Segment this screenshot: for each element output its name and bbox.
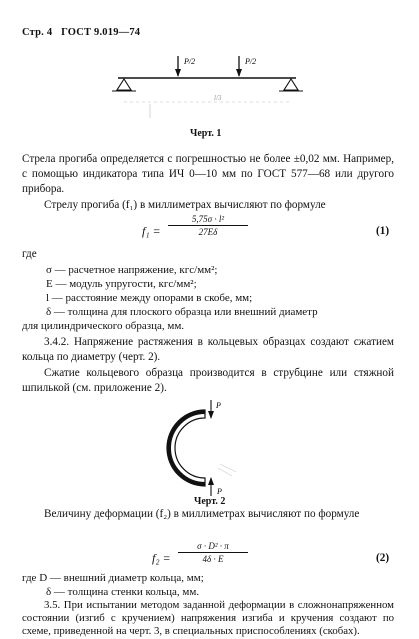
paragraph-3-5: 3.5. При испытании методом заданной деформации в сложнонапряженном состоянии (изгиб с кручением) напряжения изгиба и кручения создают по схеме, приведенной на черт. 3, в специальных приспособлениях (скобах). bbox=[22, 599, 394, 637]
load-arrow-left-icon bbox=[175, 69, 181, 77]
load-arrow-right-icon bbox=[236, 69, 242, 77]
formula-2-fraction bbox=[178, 541, 248, 564]
definition-delta: δ — толщина для плоского образца или внешний диаметр bbox=[46, 306, 318, 318]
support-right-icon bbox=[284, 79, 298, 90]
load-label-right: P/2 bbox=[245, 57, 257, 66]
load-label-left: P/2 bbox=[184, 57, 196, 66]
paragraph-3-4-2: 3.4.2. Напряжение растяжения в кольцевых образцах создают сжатием кольца по диаметру (черт. 2). bbox=[22, 336, 394, 363]
definition-delta-2: δ — толщина стенки кольца, мм. bbox=[46, 586, 200, 598]
paragraph-formula-1-intro: Стрелу прогиба (f₁) в миллиметрах вычисляют по формуле bbox=[44, 199, 326, 211]
formula-2-number: (2) bbox=[376, 552, 390, 564]
definition-delta-cont: для цилиндрического образца, мм. bbox=[22, 320, 185, 332]
paragraph-formula-2-intro: Величину деформации (f₂) в миллиметрах вычисляют по формуле bbox=[44, 508, 360, 520]
formula-1-denominator: 27Eδ bbox=[198, 227, 218, 237]
ring-load-label-top: P bbox=[216, 401, 221, 410]
paragraph-accuracy: Стрела прогиба определяется с погрешностью не более ±0,02 мм. Например, с помощью индикатора типа ИЧ 0—10 мм по ГОСТ 577—68 или другого прибора. bbox=[22, 153, 394, 195]
formula-1-fraction bbox=[168, 214, 248, 237]
ring-load-bottom-icon bbox=[208, 477, 214, 485]
formula-1-numerator: 5,75σ · l² bbox=[168, 214, 248, 226]
formula-2-numerator: σ · D² · π bbox=[178, 541, 248, 553]
formula-2-denominator: 4δ · E bbox=[202, 554, 224, 564]
page-number: Стр. 4 bbox=[22, 27, 53, 38]
formula-1-number: (1) bbox=[376, 225, 390, 237]
figure-1-caption: Черт. 1 bbox=[190, 128, 222, 139]
ring-section bbox=[167, 410, 205, 486]
page-header bbox=[22, 27, 146, 38]
paragraph-compression: Сжатие кольцевого образца производится в струбцине или стяжной шпилькой (см. приложение 2). bbox=[22, 367, 394, 394]
formula-2-lhs: f₂ = bbox=[152, 551, 171, 565]
standard-code: ГОСТ 9.019—74 bbox=[61, 27, 141, 38]
where-label: где bbox=[22, 248, 37, 260]
definition-E: E — модуль упругости, кгс/мм²; bbox=[46, 278, 197, 290]
ring-load-label-bottom: P bbox=[217, 487, 222, 496]
definition-sigma: σ — расчетное напряжение, кгс/мм²; bbox=[46, 264, 218, 276]
where-2-label: где D — внешний диаметр кольца, мм; bbox=[22, 572, 204, 584]
formula-1-lhs: f₁ = bbox=[142, 224, 161, 238]
dimension-label: l/3 bbox=[214, 94, 222, 102]
definition-l: l — расстояние между опорами в скобе, мм; bbox=[46, 292, 253, 304]
figure-2-caption: Черт. 2 bbox=[194, 496, 226, 507]
figure-2-ring-diagram bbox=[0, 398, 419, 508]
support-left-icon bbox=[117, 79, 131, 90]
figure-1-beam-diagram bbox=[0, 40, 419, 160]
ring-load-top-icon bbox=[208, 411, 214, 419]
